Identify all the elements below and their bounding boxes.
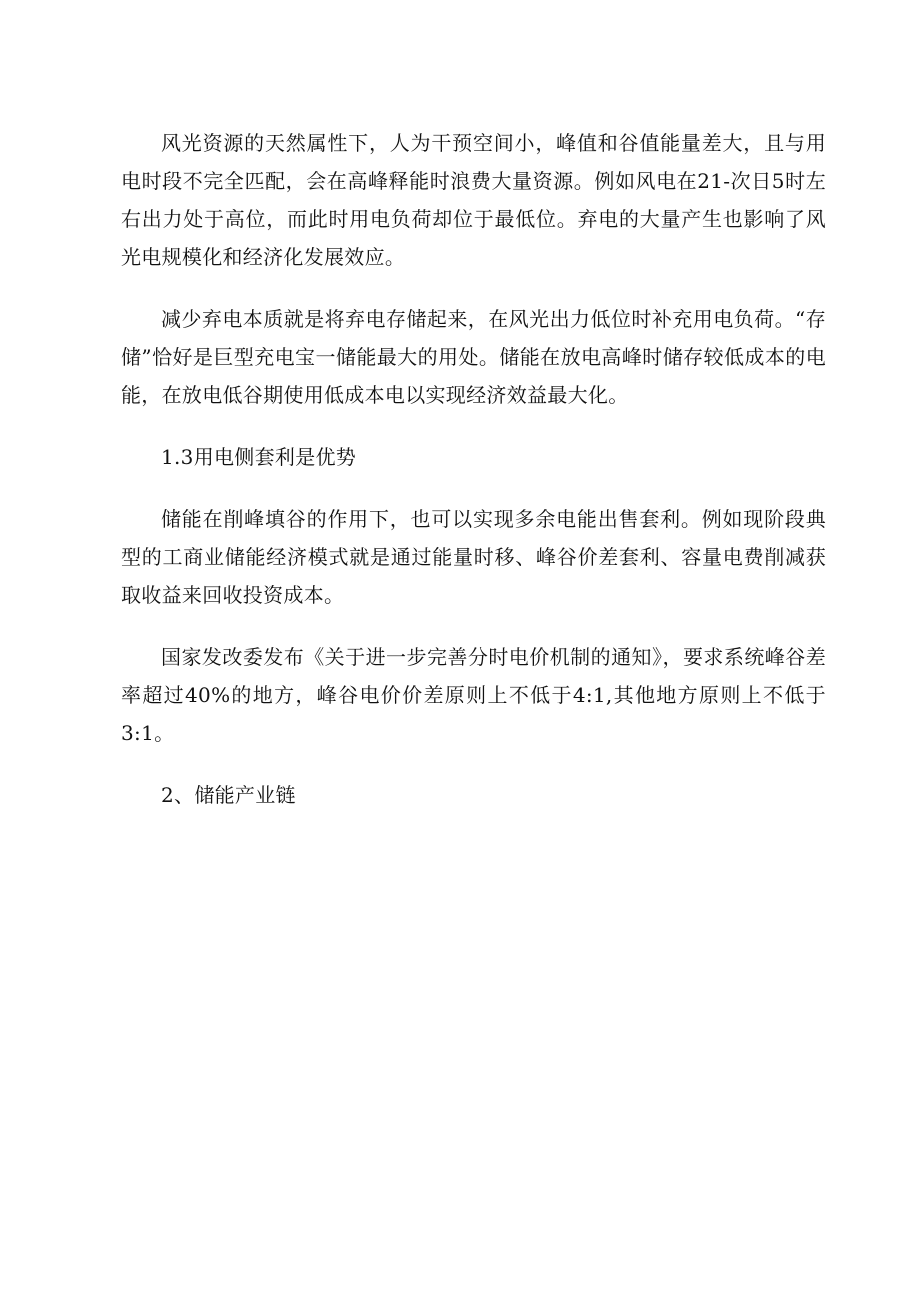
document-body bbox=[121, 124, 826, 838]
paragraph-peak-shaving: 储能在削峰填谷的作用下，也可以实现多余电能出售套利。例如现阶段典型的工商业储能经济模式就是通过能量时移、峰谷价差套利、容量电费削减获取收益来回收投资成本。 bbox=[121, 507, 826, 607]
section-heading-2: 2、储能产业链 bbox=[161, 783, 296, 807]
section-heading-1-3: 1.3用电侧套利是优势 bbox=[161, 445, 357, 469]
paragraph-ndrc-notice: 国家发改委发布《关于进一步完善分时电价机制的通知》，要求系统峰谷差率超过40%的地方，峰谷电价价差原则上不低于4:1,其他地方原则上不低于3:1。 bbox=[121, 645, 826, 745]
paragraph-reduce-curtailment: 减少弃电本质就是将弃电存储起来，在风光出力低位时补充用电负荷。“存储”恰好是巨型充电宝一储能最大的用处。储能在放电高峰时储存较低成本的电能，在放电低谷期使用低成本电以实现经济效益最大化。 bbox=[121, 307, 826, 407]
paragraph-wind-solar-resources: 风光资源的天然属性下，人为干预空间小，峰值和谷值能量差大，且与用电时段不完全匹配，会在高峰释能时浪费大量资源。例如风电在21-次日5时左右出力处于高位，而此时用电负荷却位于最低位。弃电的大量产生也影响了风光电规模化和经济化发展效应。 bbox=[121, 131, 826, 269]
